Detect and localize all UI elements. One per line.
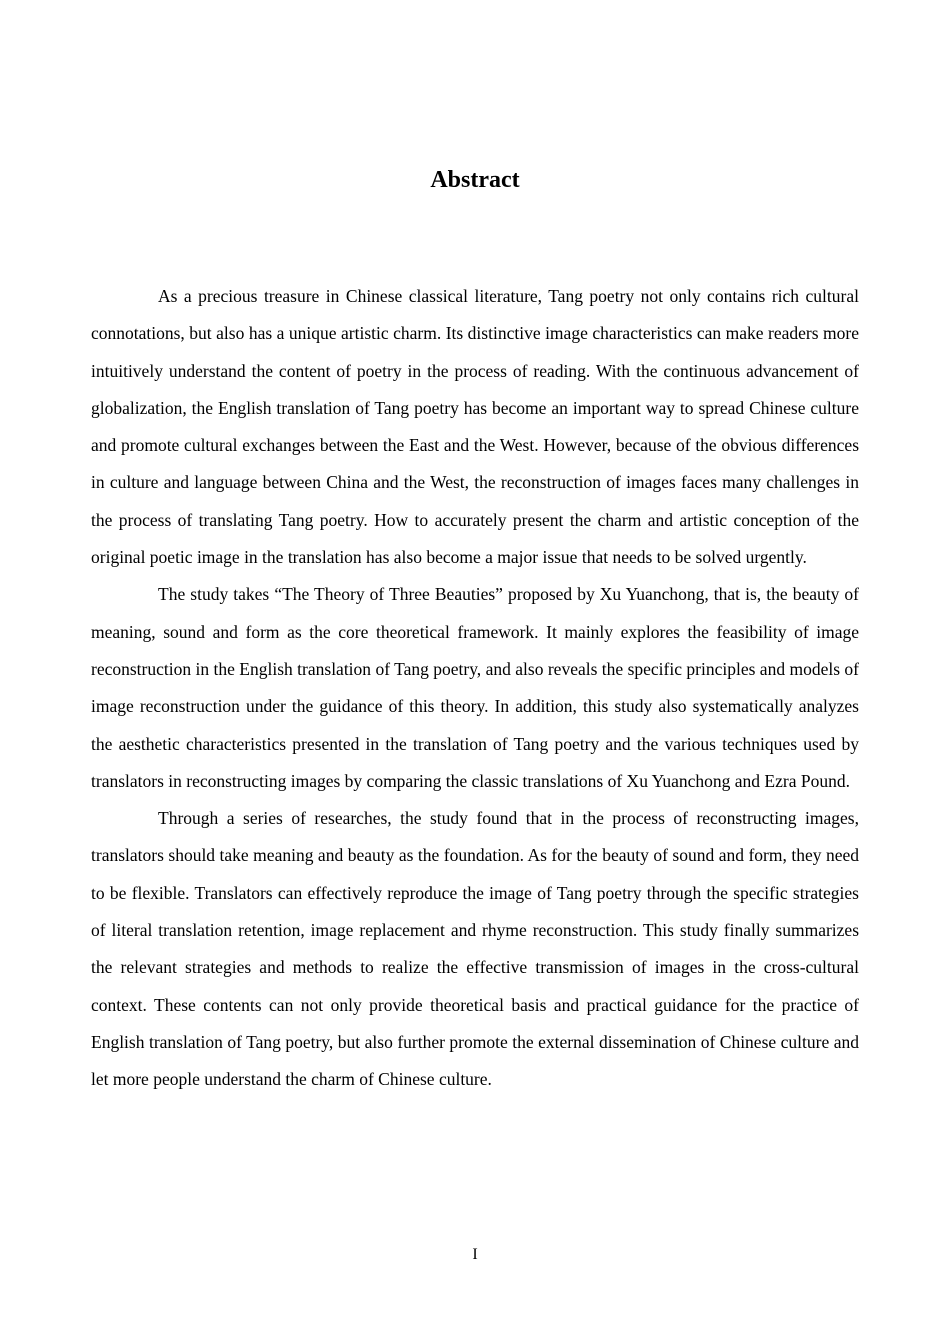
abstract-paragraph-3: Through a series of researches, the study found that in the process of reconstructing images, translators should take meaning and beauty as the foundation. As for the beauty of sound and form, they need to be flexible. Translators can effectively reproduce the image of Tang poetry through the specific strategies of literal translation retention, image replacement and rhyme reconstruction. This study finally summarizes the relevant strategies and methods to realize the effective transmission of images in the cross-cultural context. These contents can not only provide theoretical basis and practical guidance for the practice of English translation of Tang poetry, but also further promote the external dissemination of Chinese culture and let more people understand the charm of Chinese culture. [91,808,859,1090]
abstract-paragraph-1: As a precious treasure in Chinese classical literature, Tang poetry not only contains rich cultural connotations, but also has a unique artistic charm. Its distinctive image characteristics can make readers more intuitively understand the content of poetry in the process of reading. With the continuous advancement of globalization, the English translation of Tang poetry has become an important way to spread Chinese culture and promote cultural exchanges between the East and the West. However, because of the obvious differences in culture and language between China and the West, the reconstruction of images faces many challenges in the process of translating Tang poetry. How to accurately present the charm and artistic conception of the original poetic image in the translation has also become a major issue that needs to be solved urgently. [91,286,859,568]
abstract-paragraph-2: The study takes “The Theory of Three Beauties” proposed by Xu Yuanchong, that is, the beauty of meaning, sound and form as the core theoretical framework. It mainly explores the feasibility of image reconstruction in the English translation of Tang poetry, and also reveals the specific principles and models of image reconstruction under the guidance of this theory. In addition, this study also systematically analyzes the aesthetic characteristics presented in the translation of Tang poetry and the various techniques used by translators in reconstructing images by comparing the classic translations of Xu Yuanchong and Ezra Pound. [91,584,859,791]
abstract-body [91,278,859,1099]
page-number: I [472,1246,478,1263]
page-title: Abstract [430,167,520,193]
